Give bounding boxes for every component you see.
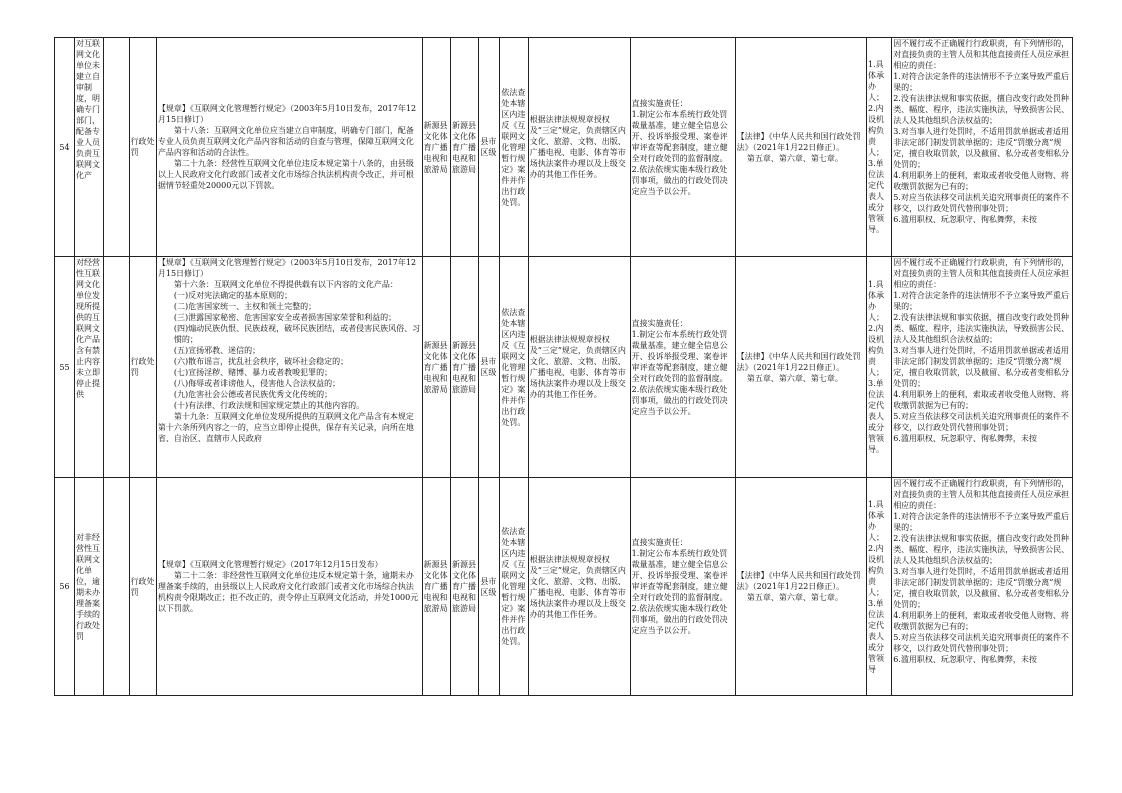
basis-list-item: (一)反对宪法确定的基本原则的； [173,291,293,300]
accountability-subject: 1.具体承办人； 2.内设机构负责人； 3.单位法定代表人或分管领导。 [866,257,891,478]
basis-paragraph: 第十八条：互联网文化单位应当建立自审制度，明确专门部门，配备专业人员负责互联网文化产品内容和活动的自查与管理，保障互联网文化产品内容和活动的合法性。 [157,126,414,157]
basis-list-item: (四)煽动民族仇恨、民族歧视，破坏民族团结，或者侵害民族风俗、习惯的； [173,324,421,344]
blank-cell [104,257,129,478]
basis-list-item: (八)侮辱或者诽谤他人，侵害他人合法权益的； [173,379,341,388]
implementing-department: 新源县文化体育广播电视和旅游局 [422,38,450,257]
accountability-subject: 1.具体承办人； 2.内设机构负责人； 3.单位法定代表人或分管领导。 [866,38,891,257]
blank-cell [104,478,129,696]
accountability-cases: 因不履行或不正确履行行政职责，有下列情形的，对直接负责的主管人员和其他直接责任人员应承担相应的责任： 1.对符合法定条件的违法情形不予立案导致严重后果的； 2.没有法律法规和事实依据，擅自改变行政处罚种类、幅度、程序，违法实施执法，导致损害公民、法人及其他组织合法权益的； 3.对当事人进行处罚时，不适用罚款单据或者适用非法定部门制发罚款单据的；违反“罚缴分离”规定，擅自收取罚款，以及截留、私分或者变相私分处罚的； 4.利用职务上的便利，索取或者收受他人财物、将收缴罚款据为已有的； 5.对应当依法移交司法机关追究刑事责任的案件不移交，以行政处罚代替刑事处罚； 6.滥用职权、玩忽职守、徇私舞弊，未按 [892,478,1073,696]
responsible-department: 新源县文化体育广播电视和旅游局 [451,257,479,478]
basis-heading: 【规章】《互联网文化管理暂行规定》（2017年12月15日发布） [157,560,383,569]
exercise-level: 县市区级 [479,478,500,696]
item-name: 对互联网文化单位未建立自审制度，明确专门部门，配备专业人员负责互联网文化产 [74,38,103,257]
responsibility-subject: 依法查处本辖区内违反《互联网文化管理暂行规定》案件并作出行政处罚。 [500,478,528,696]
legal-basis [156,478,422,696]
blank-cell [104,38,129,257]
implementing-department: 新源县文化体育广播电视和旅游局 [422,257,450,478]
implementing-department: 新源县文化体育广播电视和旅游局 [422,478,450,696]
accountability-basis: 【法律】《中华人民共和国行政处罚法》（2021年1月22日修正）。 第五章、第六章、第七章。 [735,478,866,696]
basis-paragraph: 第十六条：互联网文化单位不得提供载有以下内容的文化产品： [173,280,398,289]
responsibility-items: 直接实施责任： 1.制定公布本系统行政处罚裁量基准，建立健全信息公开、投诉举报受理、案卷评审评查等配套制度，建立健全对行政处罚的监督制度。 2.依法依规实施本级行政处罚事项，做出的行政处罚决定应当予以公开。 [630,38,735,257]
basis-paragraph: 第二十九条：经营性互联网文化单位违反本规定第十八条的，由县级以上人民政府文化行政部门或者文化市场综合执法机构责令改正，并可根据情节轻重处20000元以下罚款。 [157,159,414,190]
responsibility-subject: 依法查处本辖区内违反《互联网文化管理暂行规定》案件并作出行政处罚。 [500,38,528,257]
power-type: 行政处罚 [129,257,156,478]
table-row [55,38,1073,257]
basis-paragraph: 第二十二条：非经营性互联网文化单位违反本规定第十条，逾期未办理备案手续的，由县级以上人民政府文化行政部门或者文化市场综合执法机构责令限期改正；拒不改正的，责令停止互联网文化活动，并处1000元以下罚款。 [157,571,419,613]
basis-list-item: (二)危害国家统一、主权和领土完整的； [173,302,317,311]
accountability-cases: 因不履行或不正确履行行政职责，有下列情形的，对直接负责的主管人员和其他直接责任人员应承担相应的责任： 1.对符合法定条件的违法情形不予立案导致严重后果的； 2.没有法律法规和事实依据，擅自改变行政处罚种类、幅度、程序，违法实施执法，导致损害公民、法人及其他组织合法权益的； 3.对当事人进行处罚时，不适用罚款单据或者适用非法定部门制发罚款单据的；违反“罚缴分离”规定，擅自收取罚款，以及截留、私分或者变相私分处罚的； 4.利用职务上的便利，索取或者收受他人财物、将收缴罚款据为已有的； 5.对应当依法移交司法机关追究刑事责任的案件不移交，以行政处罚代替刑事处罚； 6.滥用职权、玩忽职守、徇私舞弊，未按 [892,38,1073,257]
accountability-basis: 【法律】《中华人民共和国行政处罚法》（2021年1月22日修正）。 第五章、第六章、第七章。 [735,257,866,478]
responsibility-items: 直接实施责任： 1.制定公布本系统行政处罚裁量基准，建立健全信息公开、投诉举报受理、案卷评审评查等配套制度，建立健全对行政处罚的监督制度。 2.依法依规实施本级行政处罚事项，做出的行政处罚决定应当予以公开。 [630,478,735,696]
accountability-basis: 【法律】《中华人民共和国行政处罚法》（2021年1月22日修正）。 第五章、第六章、第七章。 [735,38,866,257]
basis-list-item: (三)泄露国家秘密、危害国家安全或者损害国家荣誉和利益的； [173,313,397,322]
basis-paragraph: 第十九条：互联网文化单位发现所提供的互联网文化产品含有本规定第十六条所列内容之一的，应当立即停止提供，保存有关记录，向所在地省、自治区、直辖市人民政府 [157,412,414,443]
accountability-subject: 1.具体承办人； 2.内设机构负责人； 3.单位法定代表人或分管领导 [866,478,891,696]
legal-basis [156,38,422,257]
basis-list-item: (九)危害社会公德或者民族优秀文化传统的； [173,390,333,399]
duty-scope: 根据法律法规规章授权及“三定”规定，负责辖区内文化、旅游、文物、出版、广播电视、电影、体育等市场执法案件办理以及上级交办的其他工作任务。 [528,257,630,478]
row-number: 56 [55,478,75,696]
basis-list-item: (六)散布谣言，扰乱社会秩序，破坏社会稳定的； [173,357,349,366]
basis-list-item: (七)宣扬淫秽、赌博、暴力或者教唆犯罪的； [173,368,333,377]
accountability-cases: 因不履行或不正确履行行政职责，有下列情形的，对直接负责的主管人员和其他直接责任人员应承担相应的责任： 1.对符合法定条件的违法情形不予立案导致严重后果的； 2.没有法律法规和事实依据，擅自改变行政处罚种类、幅度、程序，违法实施执法，导致损害公民、法人及其他组织合法权益的； 3.对当事人进行处罚时，不适用罚款单据或者适用非法定部门制发罚款单据的；违反“罚缴分离”规定，擅自收取罚款，以及截留、私分或者变相私分处罚的； 4.利用职务上的便利，索取或者收受他人财物、将收缴罚款据为已有的； 5.对应当依法移交司法机关追究刑事责任的案件不移交，以行政处罚代替刑事处罚； 6.滥用职权、玩忽职守、徇私舞弊，未按 [892,257,1073,478]
responsibility-subject: 依法查处本辖区内违反《互联网文化管理暂行规定》案件并作出行政处罚。 [500,257,528,478]
power-type: 行政处罚 [129,478,156,696]
duty-scope: 根据法律法规规章授权及“三定”规定，负责辖区内文化、旅游、文物、出版、广播电视、电影、体育等市场执法案件办理以及上级交办的其他工作任务。 [528,38,630,257]
row-number: 55 [55,257,75,478]
exercise-level: 县市区级 [479,38,500,257]
row-number: 54 [55,38,75,257]
basis-heading: 【规章】《互联网文化管理暂行规定》（2003年5月10日发布，2017年12月15日修订） [157,258,417,278]
power-list-table [54,37,1073,696]
responsibility-items: 直接实施责任： 1.制定公布本系统行政处罚裁量基准，建立健全信息公开、投诉举报受理、案卷评审评查等配套制度，建立健全对行政处罚的监督制度。 2.依法依规实施本级行政处罚事项，做出的行政处罚决定应当予以公开。 [630,257,735,478]
responsible-department: 新源县文化体育广播电视和旅游局 [451,38,479,257]
basis-list-item: (十)有法律、行政法规和国家规定禁止的其他内容的。 [173,401,365,410]
duty-scope: 根据法律法规规章授权及“三定”规定，负责辖区内文化、旅游、文物、出版、广播电视、电影、体育等市场执法案件办理以及上级交办的其他工作任务。 [528,478,630,696]
basis-list-item: (五)宣扬邪教、迷信的； [173,346,261,355]
responsible-department: 新源县文化体育广播电视和旅游局 [451,478,479,696]
item-name: 对经营性互联网文化单位发现所提供的互联网文化产品含有禁止内容未立即停止提供 [74,257,103,478]
table-row [55,478,1073,696]
basis-heading: 【规章】《互联网文化管理暂行规定》（2003年5月10日发布，2017年12月15日修订） [157,104,417,124]
legal-basis [156,257,422,478]
item-name: 对非经营性互联网文化单位，逾期未办理备案手续的行政处罚 [74,478,103,696]
exercise-level: 县市区级 [479,257,500,478]
table-row [55,257,1073,478]
power-type: 行政处罚 [129,38,156,257]
